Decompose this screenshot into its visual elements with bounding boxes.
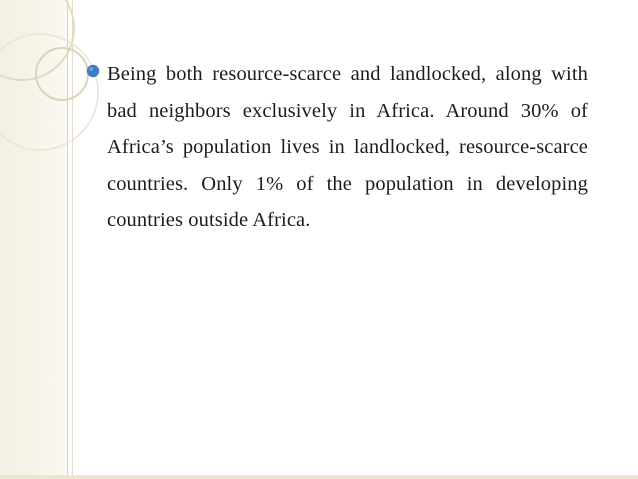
panel-edge-line [67,0,68,479]
slide-body [86,56,588,239]
panel-edge-line-inner [72,0,73,479]
side-decoration-panel [0,0,68,479]
bullet-text: Being both resource-scarce and landlocked, along with bad neighbors exclusively in Africa. Around 30% of Africa’s population lives in landlocked, resource-scarce countries. Only 1% of the population in developing countries outside Africa. [107,63,588,231]
filled-circle-bullet-icon [86,64,100,78]
bullet-point [86,56,588,239]
bottom-band [0,475,638,479]
